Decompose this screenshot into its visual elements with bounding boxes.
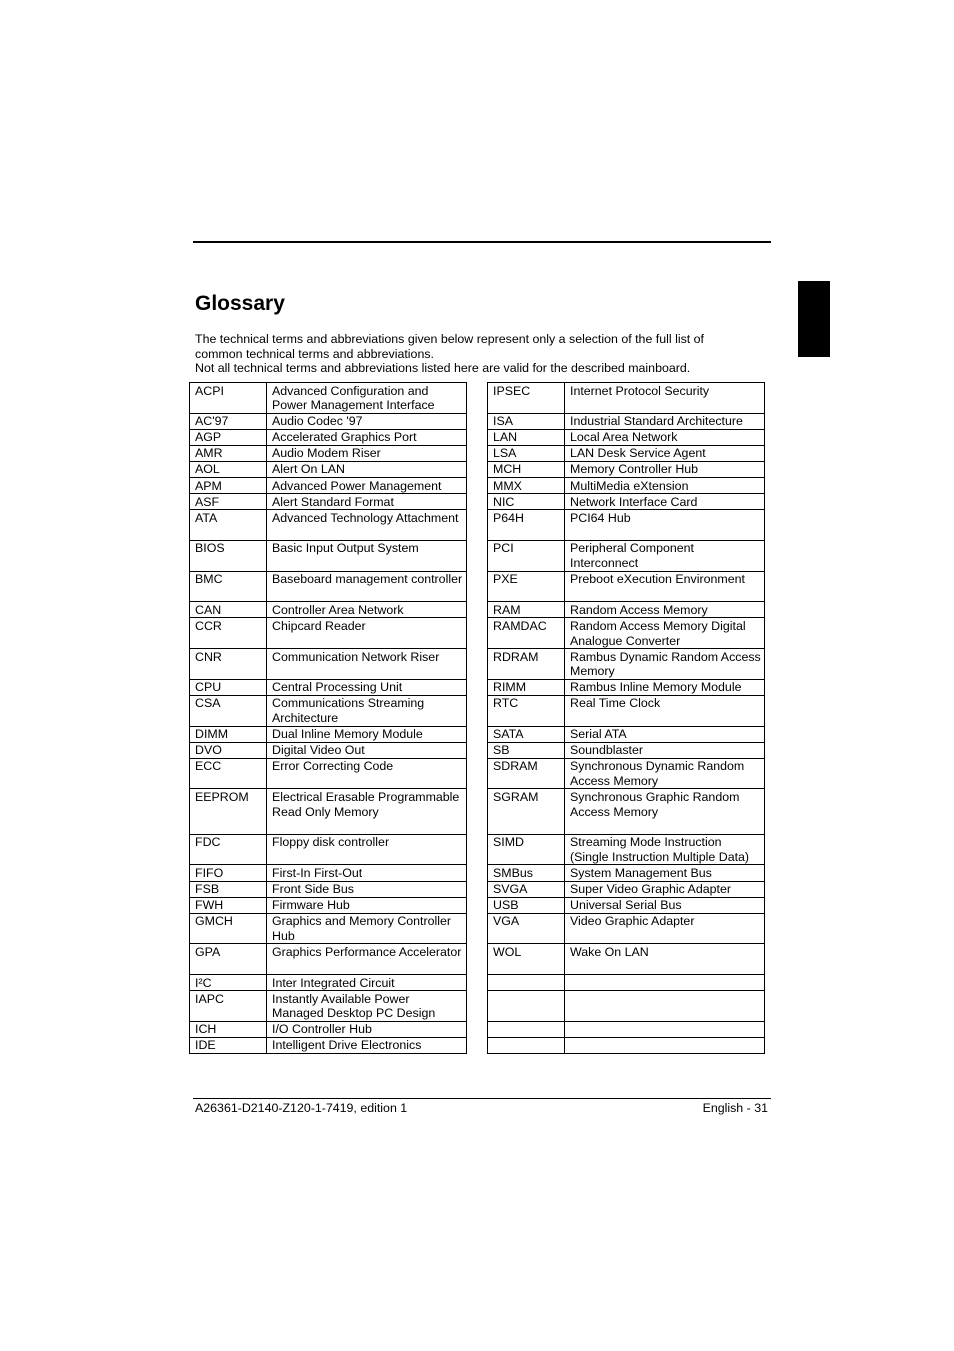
glossary-abbreviation: FSB xyxy=(190,881,267,897)
glossary-term: Graphics and Memory Controller Hub xyxy=(267,913,467,944)
glossary-row xyxy=(488,649,765,680)
glossary-row xyxy=(488,897,765,913)
intro-paragraph xyxy=(195,332,775,376)
glossary-row xyxy=(488,834,765,865)
glossary-term: Alert Standard Format xyxy=(267,494,467,510)
glossary-abbreviation xyxy=(488,991,565,1022)
glossary-term: Error Correcting Code xyxy=(267,758,467,789)
glossary-row xyxy=(190,494,467,510)
glossary-abbreviation: RAM xyxy=(488,602,565,618)
glossary-row xyxy=(190,383,467,414)
glossary-abbreviation: AGP xyxy=(190,429,267,445)
glossary-abbreviation: SMBus xyxy=(488,865,565,881)
glossary-term xyxy=(565,975,765,991)
glossary-abbreviation: WOL xyxy=(488,944,565,975)
glossary-row xyxy=(488,742,765,758)
glossary-term: Local Area Network xyxy=(565,429,765,445)
glossary-term: Alert On LAN xyxy=(267,461,467,477)
glossary-term: Synchronous Graphic Random Access Memory xyxy=(565,789,765,834)
chapter-tab-marker xyxy=(798,281,830,357)
glossary-term: Real Time Clock xyxy=(565,695,765,726)
glossary-abbreviation: CNR xyxy=(190,649,267,680)
glossary-abbreviation: LAN xyxy=(488,429,565,445)
glossary-abbreviation: ACPI xyxy=(190,383,267,414)
glossary-row xyxy=(488,679,765,695)
glossary-row xyxy=(190,429,467,445)
glossary-term xyxy=(565,1021,765,1037)
glossary-term: PCI64 Hub xyxy=(565,510,765,541)
glossary-row xyxy=(190,742,467,758)
glossary-row xyxy=(488,991,765,1022)
glossary-row xyxy=(190,649,467,680)
glossary-row xyxy=(190,540,467,571)
glossary-row xyxy=(488,758,765,789)
glossary-row xyxy=(488,726,765,742)
glossary-term: Accelerated Graphics Port xyxy=(267,429,467,445)
glossary-term xyxy=(565,991,765,1022)
glossary-abbreviation xyxy=(488,975,565,991)
glossary-abbreviation: FDC xyxy=(190,834,267,865)
intro-line: Not all technical terms and abbreviations listed here are valid for the described mainboard. xyxy=(195,361,691,376)
glossary-abbreviation: RDRAM xyxy=(488,649,565,680)
glossary-term: Universal Serial Bus xyxy=(565,897,765,913)
glossary-term: Central Processing Unit xyxy=(267,679,467,695)
glossary-term: Communication Network Riser xyxy=(267,649,467,680)
glossary-abbreviation: BIOS xyxy=(190,540,267,571)
glossary-term: Video Graphic Adapter xyxy=(565,913,765,944)
glossary-row xyxy=(190,726,467,742)
top-rule xyxy=(193,241,771,243)
glossary-abbreviation: RTC xyxy=(488,695,565,726)
glossary-term: Rambus Dynamic Random Access Memory xyxy=(565,649,765,680)
glossary-term: Inter Integrated Circuit xyxy=(267,975,467,991)
glossary-term: Front Side Bus xyxy=(267,881,467,897)
glossary-row xyxy=(190,944,467,975)
glossary-abbreviation: AOL xyxy=(190,461,267,477)
glossary-abbreviation: I²C xyxy=(190,975,267,991)
glossary-row xyxy=(488,1037,765,1053)
glossary-row xyxy=(488,975,765,991)
glossary-abbreviation: DVO xyxy=(190,742,267,758)
glossary-abbreviation: SIMD xyxy=(488,834,565,865)
glossary-term: Soundblaster xyxy=(565,742,765,758)
glossary-term: Baseboard management controller xyxy=(267,571,467,602)
glossary-term: Communications Streaming Architecture xyxy=(267,695,467,726)
glossary-row xyxy=(190,1021,467,1037)
glossary-term: Super Video Graphic Adapter xyxy=(565,881,765,897)
glossary-term: Floppy disk controller xyxy=(267,834,467,865)
glossary-row xyxy=(488,429,765,445)
glossary-abbreviation: ECC xyxy=(190,758,267,789)
glossary-abbreviation: APM xyxy=(190,478,267,494)
glossary-row xyxy=(190,834,467,865)
glossary-abbreviation: IPSEC xyxy=(488,383,565,414)
glossary-term: Memory Controller Hub xyxy=(565,461,765,477)
glossary-row xyxy=(488,478,765,494)
glossary-row xyxy=(488,618,765,649)
glossary-row xyxy=(190,695,467,726)
glossary-abbreviation: SVGA xyxy=(488,881,565,897)
glossary-abbreviation: DIMM xyxy=(190,726,267,742)
glossary-term: Streaming Mode Instruction (Single Instruction Multiple Data) xyxy=(565,834,765,865)
glossary-abbreviation: IAPC xyxy=(190,991,267,1022)
glossary-abbreviation: SDRAM xyxy=(488,758,565,789)
glossary-term: Controller Area Network xyxy=(267,602,467,618)
glossary-abbreviation: IDE xyxy=(190,1037,267,1053)
glossary-abbreviation: MCH xyxy=(488,461,565,477)
glossary-row xyxy=(488,913,765,944)
glossary-row xyxy=(488,789,765,834)
glossary-row xyxy=(488,602,765,618)
glossary-row xyxy=(488,461,765,477)
glossary-table-left xyxy=(189,382,467,1054)
glossary-term: Chipcard Reader xyxy=(267,618,467,649)
glossary-term: Peripheral Component Interconnect xyxy=(565,540,765,571)
glossary-term: Digital Video Out xyxy=(267,742,467,758)
glossary-term: Wake On LAN xyxy=(565,944,765,975)
glossary-term: Random Access Memory Digital Analogue Converter xyxy=(565,618,765,649)
glossary-abbreviation: CSA xyxy=(190,695,267,726)
glossary-abbreviation: CCR xyxy=(190,618,267,649)
glossary-row xyxy=(488,540,765,571)
glossary-row xyxy=(190,679,467,695)
glossary-term: LAN Desk Service Agent xyxy=(565,445,765,461)
glossary-row xyxy=(190,991,467,1022)
glossary-term: Serial ATA xyxy=(565,726,765,742)
glossary-abbreviation: ASF xyxy=(190,494,267,510)
glossary-term: Audio Modem Riser xyxy=(267,445,467,461)
glossary-abbreviation: CAN xyxy=(190,602,267,618)
glossary-row xyxy=(190,461,467,477)
glossary-abbreviation: EEPROM xyxy=(190,789,267,834)
glossary-row xyxy=(190,897,467,913)
glossary-row xyxy=(190,975,467,991)
glossary-row xyxy=(488,413,765,429)
glossary-table-right xyxy=(487,382,765,1054)
glossary-abbreviation: AC'97 xyxy=(190,413,267,429)
glossary-row xyxy=(190,758,467,789)
glossary-row xyxy=(488,383,765,414)
glossary-row xyxy=(190,881,467,897)
glossary-abbreviation: RAMDAC xyxy=(488,618,565,649)
glossary-abbreviation: NIC xyxy=(488,494,565,510)
footer-doc-id: A26361-D2140-Z120-1-7419, edition 1 xyxy=(195,1101,408,1115)
glossary-term: Internet Protocol Security xyxy=(565,383,765,414)
page-title: Glossary xyxy=(195,292,285,315)
glossary-term: First-In First-Out xyxy=(267,865,467,881)
glossary-term: Basic Input Output System xyxy=(267,540,467,571)
glossary-term: Advanced Power Management xyxy=(267,478,467,494)
glossary-term xyxy=(565,1037,765,1053)
glossary-abbreviation: GPA xyxy=(190,944,267,975)
glossary-term: MultiMedia eXtension xyxy=(565,478,765,494)
glossary-row xyxy=(190,510,467,541)
glossary-row xyxy=(190,618,467,649)
glossary-row xyxy=(190,571,467,602)
glossary-abbreviation xyxy=(488,1037,565,1053)
glossary-abbreviation: AMR xyxy=(190,445,267,461)
glossary-row xyxy=(190,413,467,429)
glossary-abbreviation: CPU xyxy=(190,679,267,695)
glossary-row xyxy=(488,944,765,975)
glossary-term: Intelligent Drive Electronics xyxy=(267,1037,467,1053)
glossary-term: System Management Bus xyxy=(565,865,765,881)
glossary-abbreviation: ICH xyxy=(190,1021,267,1037)
glossary-abbreviation: PCI xyxy=(488,540,565,571)
glossary-abbreviation xyxy=(488,1021,565,1037)
glossary-row xyxy=(488,695,765,726)
glossary-abbreviation: P64H xyxy=(488,510,565,541)
glossary-abbreviation: RIMM xyxy=(488,679,565,695)
glossary-row xyxy=(190,865,467,881)
glossary-abbreviation: SATA xyxy=(488,726,565,742)
glossary-term: Dual Inline Memory Module xyxy=(267,726,467,742)
glossary-row xyxy=(190,1037,467,1053)
glossary-row xyxy=(190,789,467,834)
glossary-term: Network Interface Card xyxy=(565,494,765,510)
glossary-term: Rambus Inline Memory Module xyxy=(565,679,765,695)
glossary-abbreviation: FIFO xyxy=(190,865,267,881)
glossary-abbreviation: ATA xyxy=(190,510,267,541)
glossary-row xyxy=(488,865,765,881)
glossary-row xyxy=(190,602,467,618)
glossary-row xyxy=(488,494,765,510)
glossary-row xyxy=(488,1021,765,1037)
glossary-abbreviation: PXE xyxy=(488,571,565,602)
glossary-term: Industrial Standard Architecture xyxy=(565,413,765,429)
glossary-term: Firmware Hub xyxy=(267,897,467,913)
glossary-abbreviation: BMC xyxy=(190,571,267,602)
glossary-term: Graphics Performance Accelerator xyxy=(267,944,467,975)
glossary-row xyxy=(488,445,765,461)
glossary-row xyxy=(190,913,467,944)
glossary-term: Audio Codec '97 xyxy=(267,413,467,429)
glossary-abbreviation: FWH xyxy=(190,897,267,913)
glossary-row xyxy=(190,478,467,494)
glossary-term: Preboot eXecution Environment xyxy=(565,571,765,602)
glossary-abbreviation: LSA xyxy=(488,445,565,461)
footer-page-number: English - 31 xyxy=(702,1101,768,1115)
glossary-abbreviation: USB xyxy=(488,897,565,913)
glossary-term: Advanced Technology Attachment xyxy=(267,510,467,541)
glossary-abbreviation: SGRAM xyxy=(488,789,565,834)
glossary-abbreviation: VGA xyxy=(488,913,565,944)
glossary-term: Advanced Configuration and Power Management Interface xyxy=(267,383,467,414)
intro-line: common technical terms and abbreviations. xyxy=(195,346,434,361)
glossary-row xyxy=(190,445,467,461)
intro-line: The technical terms and abbreviations given below represent only a selection of the full list of xyxy=(195,332,704,346)
glossary-row xyxy=(488,571,765,602)
glossary-term: Electrical Erasable Programmable Read Only Memory xyxy=(267,789,467,834)
glossary-abbreviation: ISA xyxy=(488,413,565,429)
glossary-row xyxy=(488,510,765,541)
glossary-term: Instantly Available Power Managed Desktop PC Design xyxy=(267,991,467,1022)
glossary-abbreviation: SB xyxy=(488,742,565,758)
glossary-abbreviation: MMX xyxy=(488,478,565,494)
glossary-abbreviation: GMCH xyxy=(190,913,267,944)
glossary-term: I/O Controller Hub xyxy=(267,1021,467,1037)
glossary-term: Random Access Memory xyxy=(565,602,765,618)
glossary-row xyxy=(488,881,765,897)
footer-rule xyxy=(193,1098,771,1099)
glossary-term: Synchronous Dynamic Random Access Memory xyxy=(565,758,765,789)
